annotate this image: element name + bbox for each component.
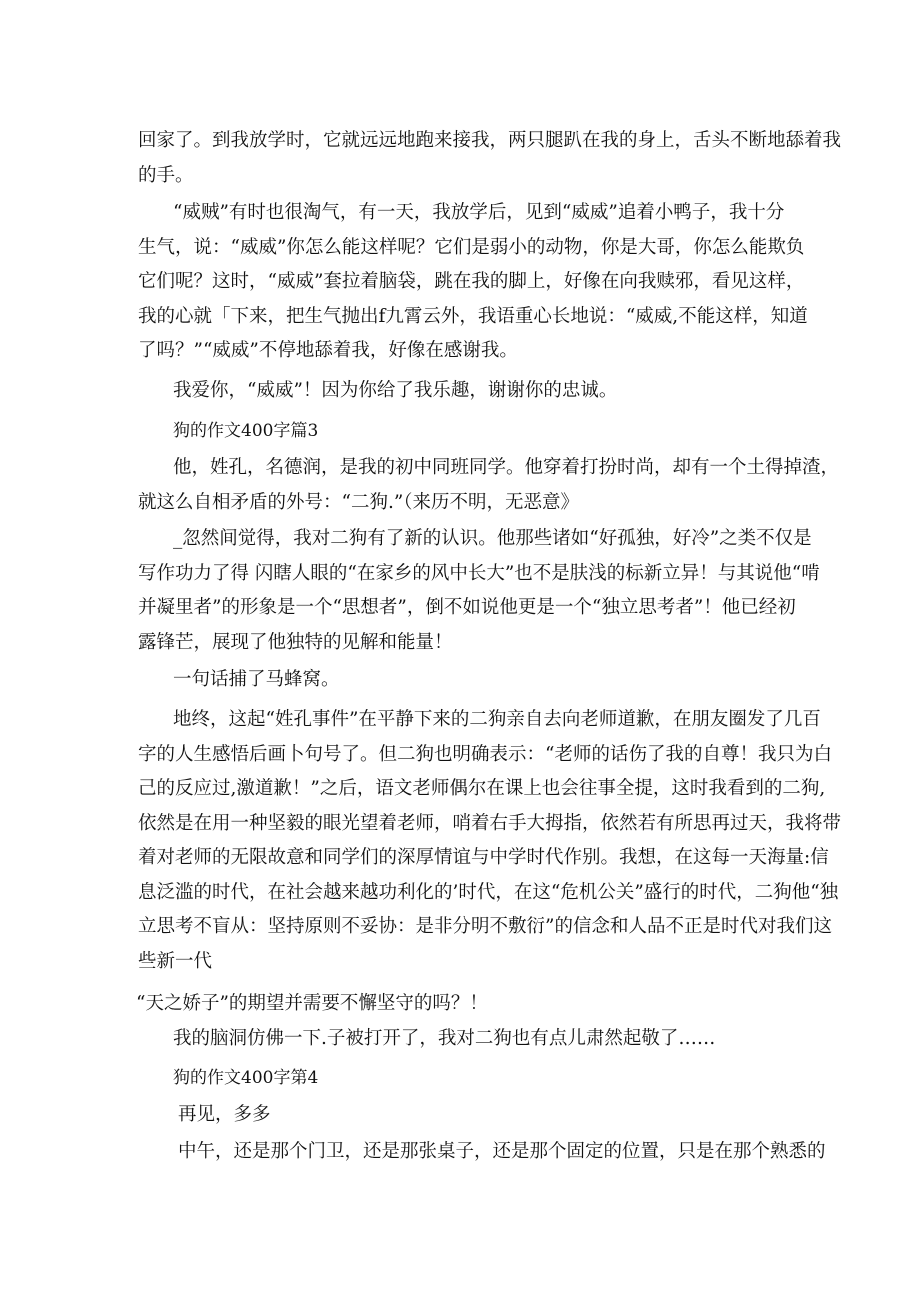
paragraph-subtitle — [138, 1098, 828, 1133]
text-line: 再见，多多 — [178, 1104, 271, 1125]
paragraph-hornets-nest — [138, 663, 823, 698]
text-line: “威贼”有时也很淘气，有一天，我放学后，见到“威威”追着小鸭子，我十分 — [173, 202, 785, 223]
text-line: 字的人生感悟后画卜句号了。但二狗也明确表示：“老师的话伤了我的自尊！我只为白 — [138, 743, 832, 765]
text-line: 就这么自相矛盾的外号：“二狗.”（来历不明，无恶意》 — [138, 491, 580, 513]
paragraph-dog-greeting — [138, 124, 842, 193]
heading-text: 狗的作文400字第4 — [173, 1068, 319, 1088]
text-line: 了吗？”“威威”不停地舔着我，好像在感谢我。 — [138, 340, 518, 361]
text-line: 己的反应过,激道歉！”之后，语文老师偶尔在课上也会往事全提，这时我看到的二狗, — [138, 778, 826, 799]
text-line: 我的脑洞仿佛一下.子被打开了，我对二狗也有点儿肃然起敬了…… — [173, 1028, 716, 1049]
section-heading-3 — [138, 414, 823, 449]
paragraph-expectation — [136, 987, 786, 1022]
section-heading-4 — [138, 1061, 823, 1096]
text-line: 我的心就「下来，把生气抛出f九霄云外，我语重心长地说：“威威,不能这样，知道 — [138, 305, 808, 327]
paragraph-classmate-intro — [138, 451, 840, 520]
text-line: 着对老师的无限故意和同学们的深厚情谊与中学时代作别。我想，在这每一天海量:信 — [138, 847, 829, 868]
paragraph-naughty-dog — [138, 196, 808, 369]
text-line: 息泛滥的时代，在社会越来越功利化的’时代，在这“危机公关”盛行的时代，二狗他“独 — [138, 881, 839, 903]
heading-text: 狗的作文400字篇3 — [173, 421, 319, 441]
paragraph-noon — [138, 1135, 828, 1170]
text-line: 露锋芒，展现了他独特的见解和能量！ — [138, 631, 453, 653]
text-line: 写作功力了得 闪瞎人眼的“在家乡的风中长大”也不是肤浅的标新立异！与其说他“啃 — [138, 562, 820, 584]
text-line: 一句话捕了马蜂窝。 — [173, 669, 340, 690]
text-line: 生气，说：“威威”你怎么能这样呢？它们是弱小的动物，你是大哥，你怎么能欺负 — [138, 236, 805, 258]
paragraph-love-dog — [138, 374, 823, 409]
text-line: 些新一代 — [138, 950, 213, 972]
text-line: 我爱你，“威威”！因为你给了我乐趣，谢谢你的忠诚。 — [173, 380, 618, 401]
text-line: 依然是在用一种坚毅的眼光望着老师，哨着右手大拇指，依然若有所思再过天，我将带 — [138, 812, 842, 834]
text-line: _忽然间觉得，我对二狗有了新的认识。他那些诸如“好孤独，好冷”之类不仅是 — [173, 528, 812, 549]
paragraph-incident — [138, 703, 842, 979]
text-line: 并凝里者”的形象是一个“思想者”，倒不如说他更是一个“独立思考者”！他已经初 — [138, 597, 796, 618]
text-line: 中午，还是那个门卫，还是那张桌子，还是那个固定的位置，只是在那个熟悉的 — [178, 1141, 826, 1162]
text-line: “天之娇子”的期望并需要不懈坚守的吗？！ — [136, 993, 488, 1014]
text-line: 他，姓孔，名德润，是我的初中同班同学。他穿着打扮时尚，却有一个土得掉渣， — [173, 457, 840, 478]
paragraph-respect — [138, 1022, 823, 1057]
paragraph-new-understanding — [138, 522, 820, 660]
text-line: 回家了。到我放学时，它就远远地跑来接我，两只腿趴在我的身上，舌头不断地舔着我 — [138, 130, 842, 151]
text-line: 的手。 — [138, 164, 194, 186]
text-line: 立思考不盲从：坚持原则不妥协：是非分明不敷衍”的信念和人品不正是时代对我们这 — [138, 916, 832, 937]
text-line: 它们呢？这时，“威威”套拉着脑袋，跳在我的脚上，好像在向我赎邪，看见这样， — [138, 271, 805, 292]
text-line: 地终，这起“姓孔事件”在平静下来的二狗亲自去向老师道歉，在朋友圈发了几百 — [173, 709, 821, 730]
